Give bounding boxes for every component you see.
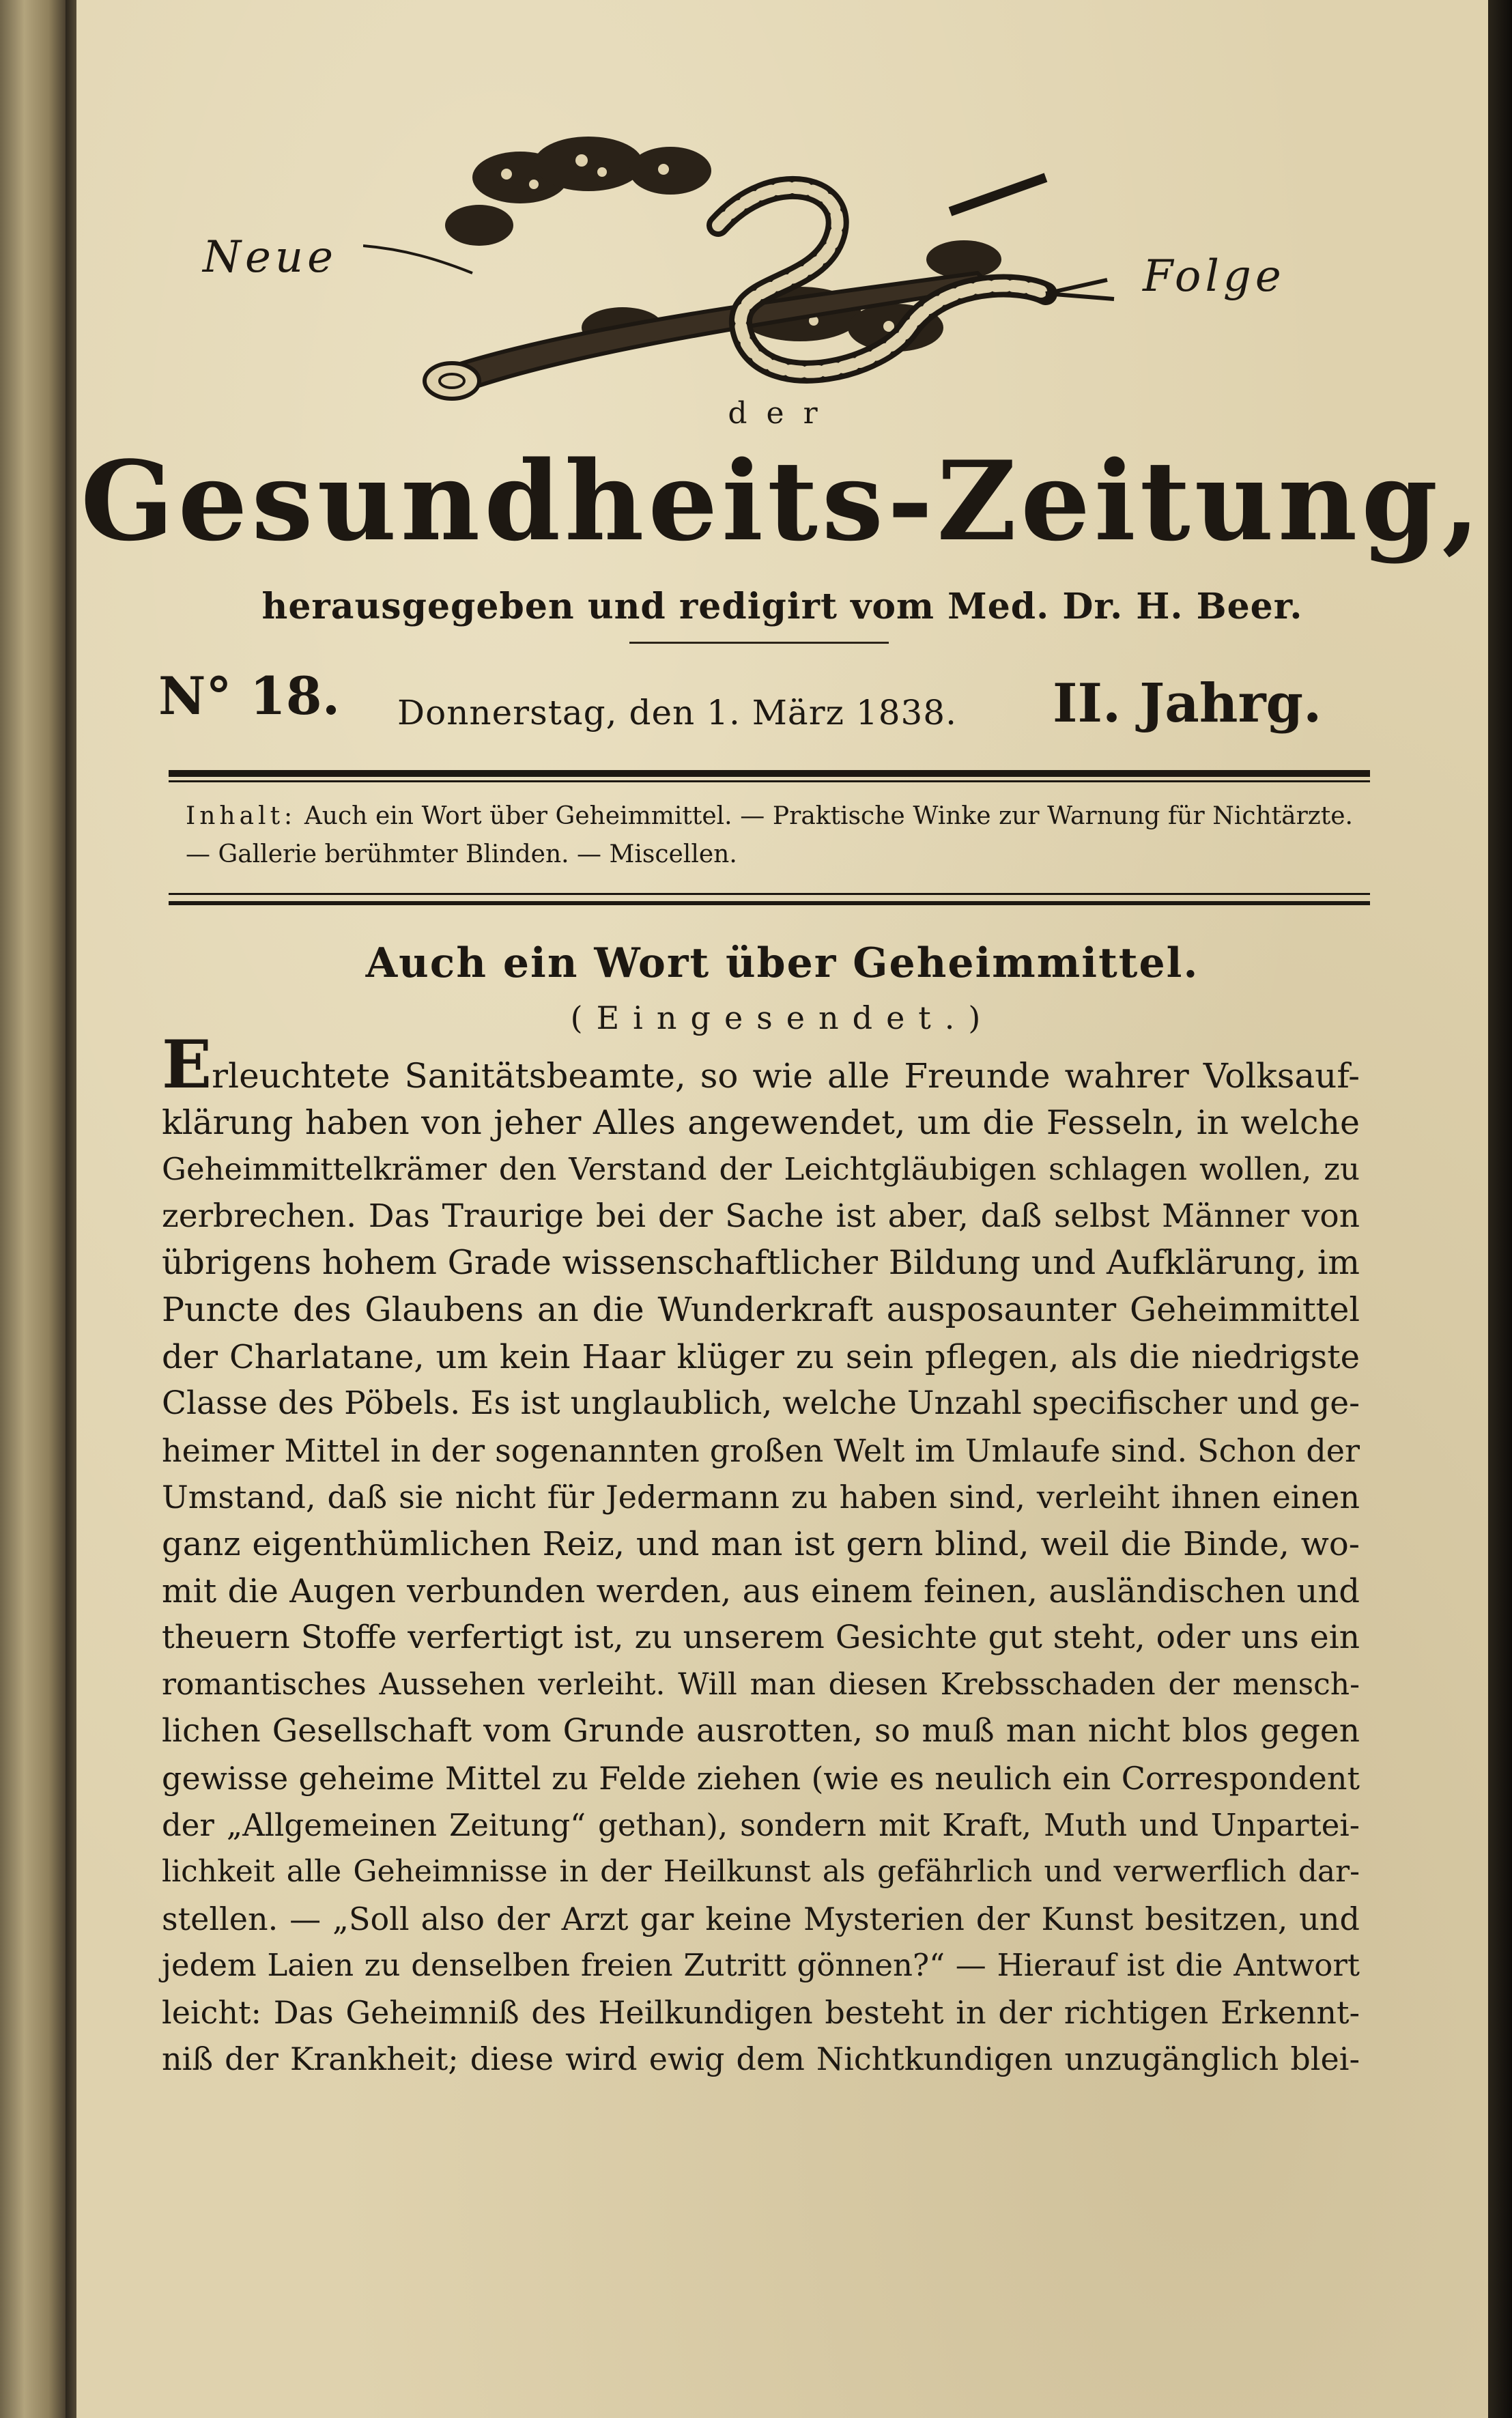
subtitle-rule [629, 642, 889, 644]
header-rule-thin [169, 780, 1370, 782]
article-line: gewisse geheime Mittel zu Felde ziehen (wie es neulich ein Correspondent [162, 1759, 1360, 1797]
article-line: der Charlatane, um kein Haar klüger zu sein pflegen, als die niedrigste [162, 1337, 1360, 1376]
article-line: Puncte des Glaubens an die Wunderkraft ausposaunter Geheimmittel [162, 1290, 1360, 1329]
article-line: niß der Krankheit; diese wird ewig dem Nichtkundigen unzugänglich blei- [162, 2040, 1360, 2078]
article-line: ganz eigenthümlichen Reiz, und man ist gern blind, weil die Binde, wo- [162, 1524, 1360, 1563]
article-line: Umstand, daß sie nicht für Jedermann zu haben sind, verleiht ihnen einen [162, 1479, 1360, 1516]
article-line: romantisches Aussehen verleiht. Will man diesen Krebsschaden der mensch- [162, 1666, 1360, 1702]
article-line: Erleuchtete Sanitätsbeamte, so wie alle Freunde wahrer Volksauf- [162, 1026, 1360, 1103]
masthead-right-word: Folge [1143, 251, 1285, 302]
contents-rule-thin [169, 893, 1370, 895]
masthead-left-word: Neue [203, 232, 337, 283]
article-title: Auch ein Wort über Geheimmittel. [365, 939, 1199, 987]
article-line: klärung haben von jeher Alles angewendet, um die Fesseln, in welche [162, 1103, 1360, 1142]
article-line: Classe des Pöbels. Es ist unglaublich, welche Unzahl specifischer und ge- [162, 1384, 1360, 1423]
table-of-contents [186, 797, 1353, 874]
article-line: Geheimmittelkrämer den Verstand der Leichtgläubigen schlagen wollen, zu [162, 1151, 1360, 1188]
issue-date: Donnerstag, den 1. März 1838. [397, 693, 958, 732]
newspaper-title: Gesundheits-Zeitung, [81, 437, 1484, 565]
book-edge-right [1488, 0, 1512, 2418]
article-line: lichkeit alle Geheimnisse in der Heilkunst als gefährlich und verwerflich dar- [162, 1854, 1360, 1890]
header-rule-thick [169, 770, 1370, 777]
article-line: leicht: Das Geheimniß des Heilkundigen besteht in der richtigen Erkennt- [162, 1993, 1360, 2031]
article-line: zerbrechen. Das Traurige bei der Sache ist aber, daß selbst Männer von [162, 1197, 1360, 1235]
contents-label: Inhalt: [186, 802, 297, 830]
serpent-branch-vignette [363, 123, 1155, 410]
contents-text: Auch ein Wort über Geheimmittel. — Praktische Winke zur Warnung für Nichtärzte. — Gallerie berühmter Blinden. — Miscellen. [186, 802, 1353, 868]
article-line: jedem Laien zu denselben freien Zutritt gönnen?“ — Hierauf ist die Antwort [162, 1947, 1360, 1984]
contents-rule-thick [169, 901, 1370, 905]
issue-year: II. Jahrg. [1053, 672, 1322, 735]
article-body [162, 1026, 1360, 2083]
issue-number: N° 18. [158, 666, 341, 726]
article-note: (Eingesendet.) [570, 999, 995, 1036]
book-edge-left [0, 0, 70, 2418]
article-line: mit die Augen verbunden werden, aus einem feinen, ausländischen und [162, 1571, 1360, 1610]
article-line: stellen. — „Soll also der Arzt gar keine Mysterien der Kunst besitzen, und [162, 1900, 1360, 1937]
article-line: lichen Gesellschaft vom Grunde ausrotten, so muß man nicht blos gegen [162, 1712, 1360, 1750]
article-line: der „Allgemeinen Zeitung“ gethan), sondern mit Kraft, Muth und Unpartei- [162, 1806, 1360, 1843]
article-line: übrigens hohem Grade wissenschaftlicher Bildung und Aufklärung, im [162, 1243, 1360, 1283]
article-line: heimer Mittel in der sogenannten großen Welt im Umlaufe sind. Schon der [162, 1432, 1360, 1469]
dropcap: E [162, 1026, 212, 1103]
newspaper-subtitle: herausgegeben und redigirt vom Med. Dr. H. Beer. [261, 586, 1303, 627]
newspaper-page [76, 0, 1488, 2418]
masthead-der: der [728, 396, 837, 431]
article-line: theuern Stoffe verfertigt ist, zu unserem Gesichte gut steht, oder uns ein [162, 1619, 1360, 1657]
